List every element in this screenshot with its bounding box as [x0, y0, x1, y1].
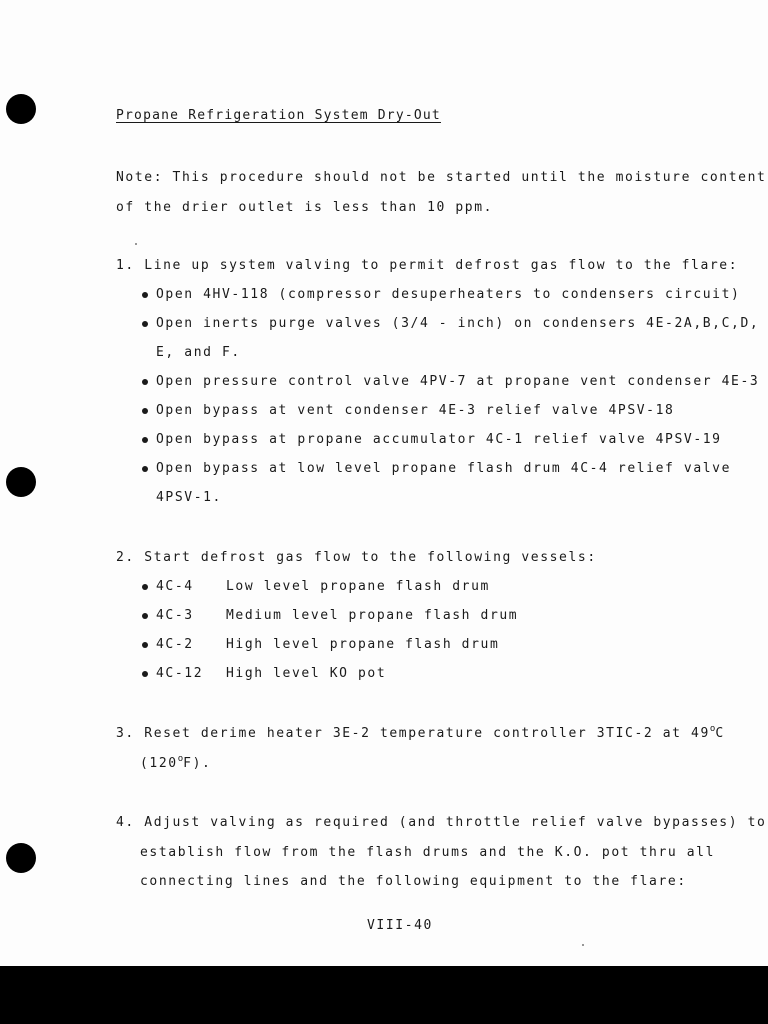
bullet-icon	[142, 379, 148, 385]
step-4-line-3: connecting lines and the following equipment to the flare:	[140, 874, 687, 889]
step-1-bullet-continuation: 4PSV-1.	[156, 490, 222, 505]
step-1-bullet: Open pressure control valve 4PV-7 at propane vent condenser 4E-3	[156, 374, 760, 389]
step-2-heading: 2. Start defrost gas flow to the following vessels:	[116, 550, 597, 565]
step-1-bullet: Open bypass at vent condenser 4E-3 relief valve 4PSV-18	[156, 403, 675, 418]
note-line-2: of the drier outlet is less than 10 ppm.	[116, 200, 494, 215]
page-number: VIII-40	[367, 918, 433, 933]
vessel-code: 4C-4	[156, 579, 194, 594]
degree-symbol: o	[177, 754, 184, 764]
page-title: Propane Refrigeration System Dry-Out	[116, 108, 441, 123]
degree-symbol: o	[709, 724, 716, 734]
note-line-1: Note: This procedure should not be started until the moisture content	[116, 170, 767, 185]
bullet-icon	[142, 408, 148, 414]
bullet-icon	[142, 292, 148, 298]
bullet-icon	[142, 321, 148, 327]
temperature-unit: C	[715, 726, 725, 741]
step-1-bullet: Open inerts purge valves (3/4 - inch) on condensers 4E-2A,B,C,D,	[156, 316, 760, 331]
vessel-code: 4C-12	[156, 666, 204, 681]
vessel-code: 4C-2	[156, 637, 194, 652]
step-3-text: 3. Reset derime heater 3E-2 temperature controller 3TIC-2 at 49	[116, 726, 710, 741]
step-1-bullet: Open 4HV-118 (compressor desuperheaters to condensers circuit)	[156, 287, 741, 302]
bullet-icon	[142, 671, 148, 677]
step-1-bullet: Open bypass at propane accumulator 4C-1 relief valve 4PSV-19	[156, 432, 722, 447]
scan-speck	[582, 944, 584, 946]
step-1-heading: 1. Line up system valving to permit defrost gas flow to the flare:	[116, 258, 739, 273]
punch-hole-bottom	[6, 843, 36, 873]
step-1-bullet: Open bypass at low level propane flash drum 4C-4 relief valve	[156, 461, 732, 476]
step-4-line-2: establish flow from the flash drums and the K.O. pot thru all	[140, 845, 716, 860]
step-3-text: (120	[140, 756, 178, 771]
vessel-description: Medium level propane flash drum	[226, 608, 519, 623]
bullet-icon	[142, 584, 148, 590]
bullet-icon	[142, 437, 148, 443]
step-4-line-1: 4. Adjust valving as required (and throttle relief valve bypasses) to	[116, 815, 767, 830]
bullet-icon	[142, 642, 148, 648]
vessel-description: High level propane flash drum	[226, 637, 500, 652]
punch-hole-top	[6, 94, 36, 124]
vessel-description: High level KO pot	[226, 666, 387, 681]
vessel-description: Low level propane flash drum	[226, 579, 490, 594]
bullet-icon	[142, 613, 148, 619]
temperature-unit: F).	[183, 756, 212, 771]
scanner-bottom-band	[0, 966, 768, 1024]
scan-speck	[135, 243, 137, 245]
punch-hole-middle	[6, 467, 36, 497]
step-3-line-1	[116, 726, 725, 741]
vessel-code: 4C-3	[156, 608, 194, 623]
step-1-bullet-continuation: E, and F.	[156, 345, 241, 360]
bullet-icon	[142, 466, 148, 472]
step-3-line-2	[140, 756, 211, 771]
